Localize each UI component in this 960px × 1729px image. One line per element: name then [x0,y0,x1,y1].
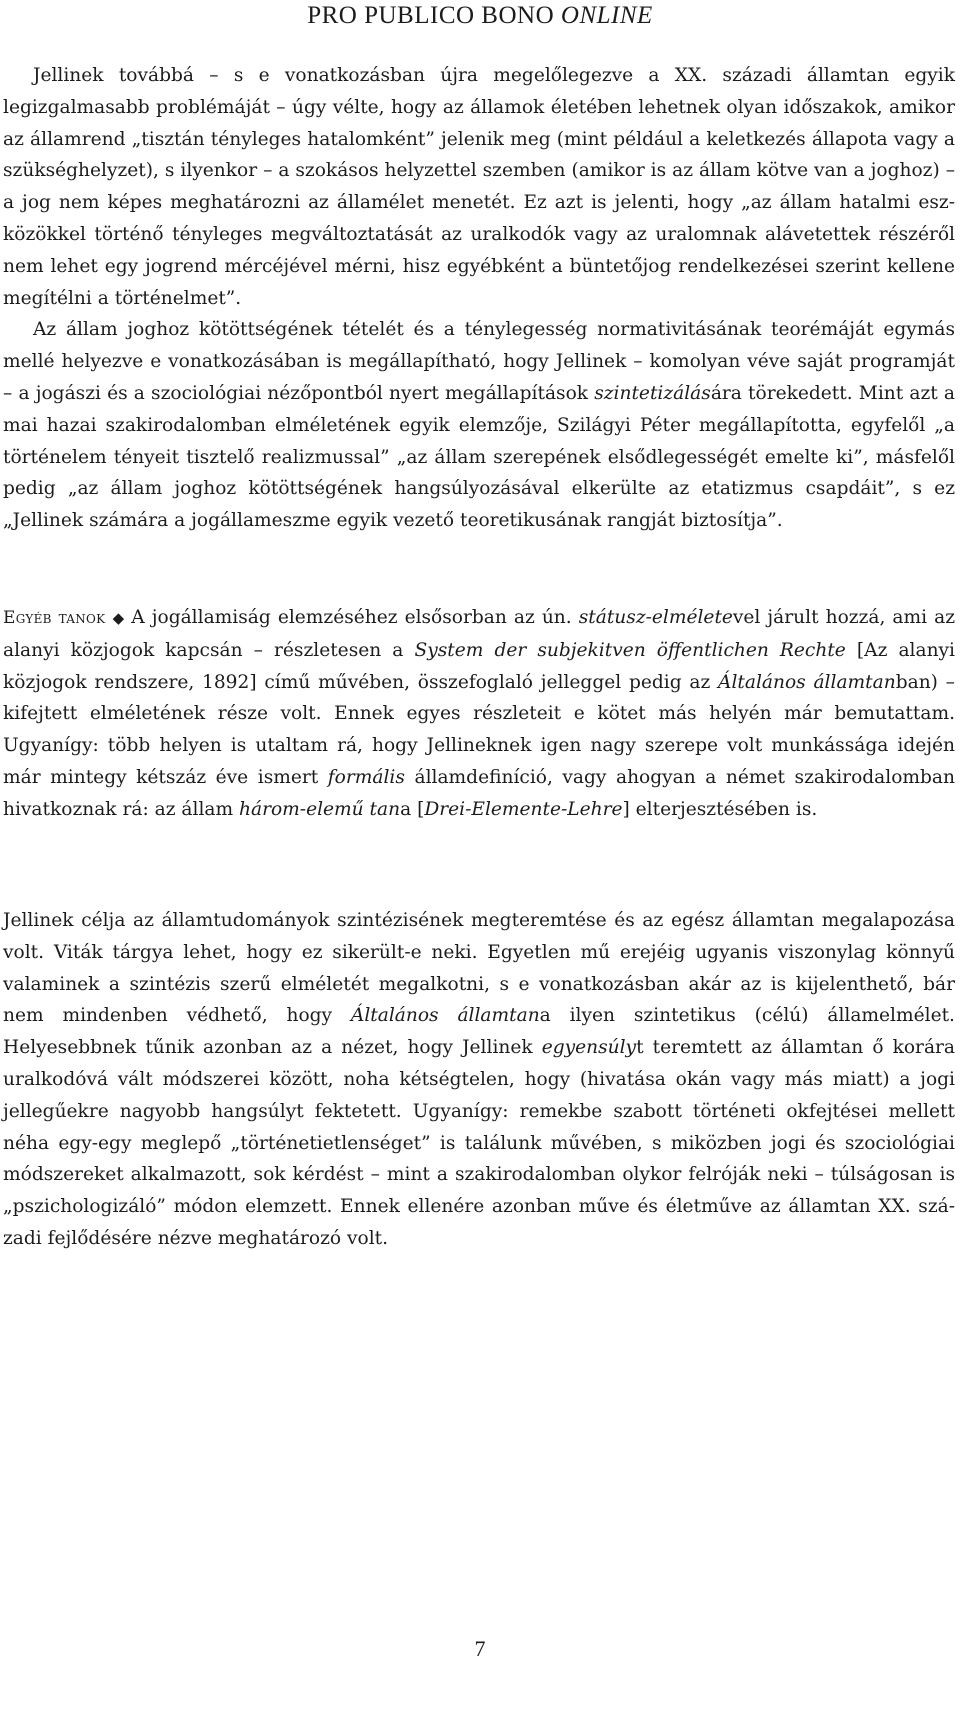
section-jellinek-state-law [3,60,955,537]
header-title: PRO PUBLICO BONO [307,2,561,29]
page-number: 7 [474,1636,486,1661]
text-run: ára törekedett. Mint azt a mai hazai szakirodalomban elméletének egyik elemzője, Szilágyi Péter megállapította, egyfelől „a történelem tényeit tisztelő realizmussal” „az állam szerepének elsődlegességét emelte ki”, másfelől pedig „az állam joghoz kötöttségének hangsúlyozásával elkerülte az etatizmus csapdáit”, s ez „Jellinek számára a jogállameszme egyik vezető teoretikusának rangját biztosítja”. [3,382,955,532]
section-conclusion [3,905,955,1255]
text-run: A jogállamiság elemzéséhez elsősorban az ún. [131,607,579,628]
text-run: a [ [400,798,425,820]
text-run: ] elterjesztésében is. [622,798,818,820]
text-run: t teremtett az államtan ő korára uralkodóvá vált módszerei között, noha kétségtelen, hogy (hivatása okán vagy más miatt) a jogi jellegűekre nagyobb hangsúlyt fektetett. Ugyanígy: remekbe szabott történeti okfejtései mellett néha egy-egy meglepő „történetietlenséget” is találunk művében, s miközben jogi és szociológiai módszereket alkalmazott, sok kérdést – mint a szakirodalomban olykor felróják neki – túlságosan is „pszichologizáló” módon elemzett. Ennek ellenére azonban műve és életműve az államtan XX. századi fejlődésére nézve meghatározó volt. [3,1037,955,1249]
paragraph-state-power: Jellinek továbbá – s e vonatkozásban újra megelőlegezve a XX. századi államtan egyik legizgalmasabb problémáját – úgy vélte, hogy az államok életében lehetnek olyan időszakok, amikor az államrend „tisztán tényleges hatalomként” jelenik meg (mint például a keletkezés állapota vagy a szükséghelyzet), s ilyenkor – a szokásos helyzettel szemben (amikor is az állam kötve van a joghoz) – a jog nem képes meghatározni az államélet menetét. Ez azt is jelenti, hogy „az állam hatalmi eszközökkel történő tényleges megváltoztatását az uralkodók vagy az uralomnak alávetettek részéről nem lehet egy jogrend mércéjével mérni, hisz egyébként a büntetőjog rendelkezései szerint kellene megítélni a történelmet”. [3,65,955,309]
italic-run: szintetizálás [594,382,711,404]
text-run: államdefiníció, vagy ahogyan a német szakirodalomban hivatkoznak rá: az állam [3,766,955,820]
text-run: vel járult hozzá, ami az alanyi közjogok kapcsán – részletesen a [3,607,955,661]
paragraph-status-theory [3,602,955,826]
text-run: ban) – kifejtett elméletének része volt. Ennek egyes részleteit e kötet más helyén már bemutattam. Ugyanígy: több helyen is utaltam rá, hogy Jellineknek igen nagy szerepe volt munkássága idején már mintegy kétszáz éve ismert [3,671,955,788]
paragraph-synthesis [3,314,955,537]
italic-run: egyensúly [541,1037,637,1059]
italic-run: System der subjekitven öffentlichen Rechte [414,639,846,661]
italic-run: Általános államtan [350,1005,540,1027]
text-run: a ilyen szintetikus (célú) államelmélet. Helyesebbnek tűnik azonban az a nézet, hogy Jellinek [3,1005,955,1059]
italic-run: három-elemű tan [239,798,401,820]
text-run: Az állam joghoz kötöttségének tételét és a ténylegesség normativitásának teorémáját egymás mellé helyezve e vonatkozásában is megállapítható, hogy Jellinek – komolyan véve saját programját – a jogászi és a szociológiai nézőpontból nyert megállapítások [3,319,955,404]
paragraph-jellinek-goal [3,905,955,1255]
italic-run: Drei-Elemente-Lehre [424,798,623,820]
header-title-italic: ONLINE [560,2,653,29]
diamond-icon: ◆ [111,609,126,627]
italic-run: formális [327,766,405,788]
italic-run: Általános államtan [718,671,896,693]
section-heading: Egyéb tanok [3,608,106,628]
text-run: [Az alanyi közjogok rendszere, 1892] című művében, összefoglaló jelleggel pedig az [3,639,956,693]
italic-run: státusz-elmélete [578,607,733,628]
text-run: Jellinek célja az államtudományok szintézisének megteremtése és az egész államtan megalapozása volt. Viták tárgya lehet, hogy ez sikerült-e neki. Egyetlen mű erejéig ugyanis viszonylag könnyű valaminek a szintézis szerű elméletét megalkotni, s e vonatkozásban akár az is kijelenthető, bár nem mindenben védhető, hogy [3,910,955,1027]
section-other-doctrines [3,602,955,826]
running-header [0,2,960,30]
